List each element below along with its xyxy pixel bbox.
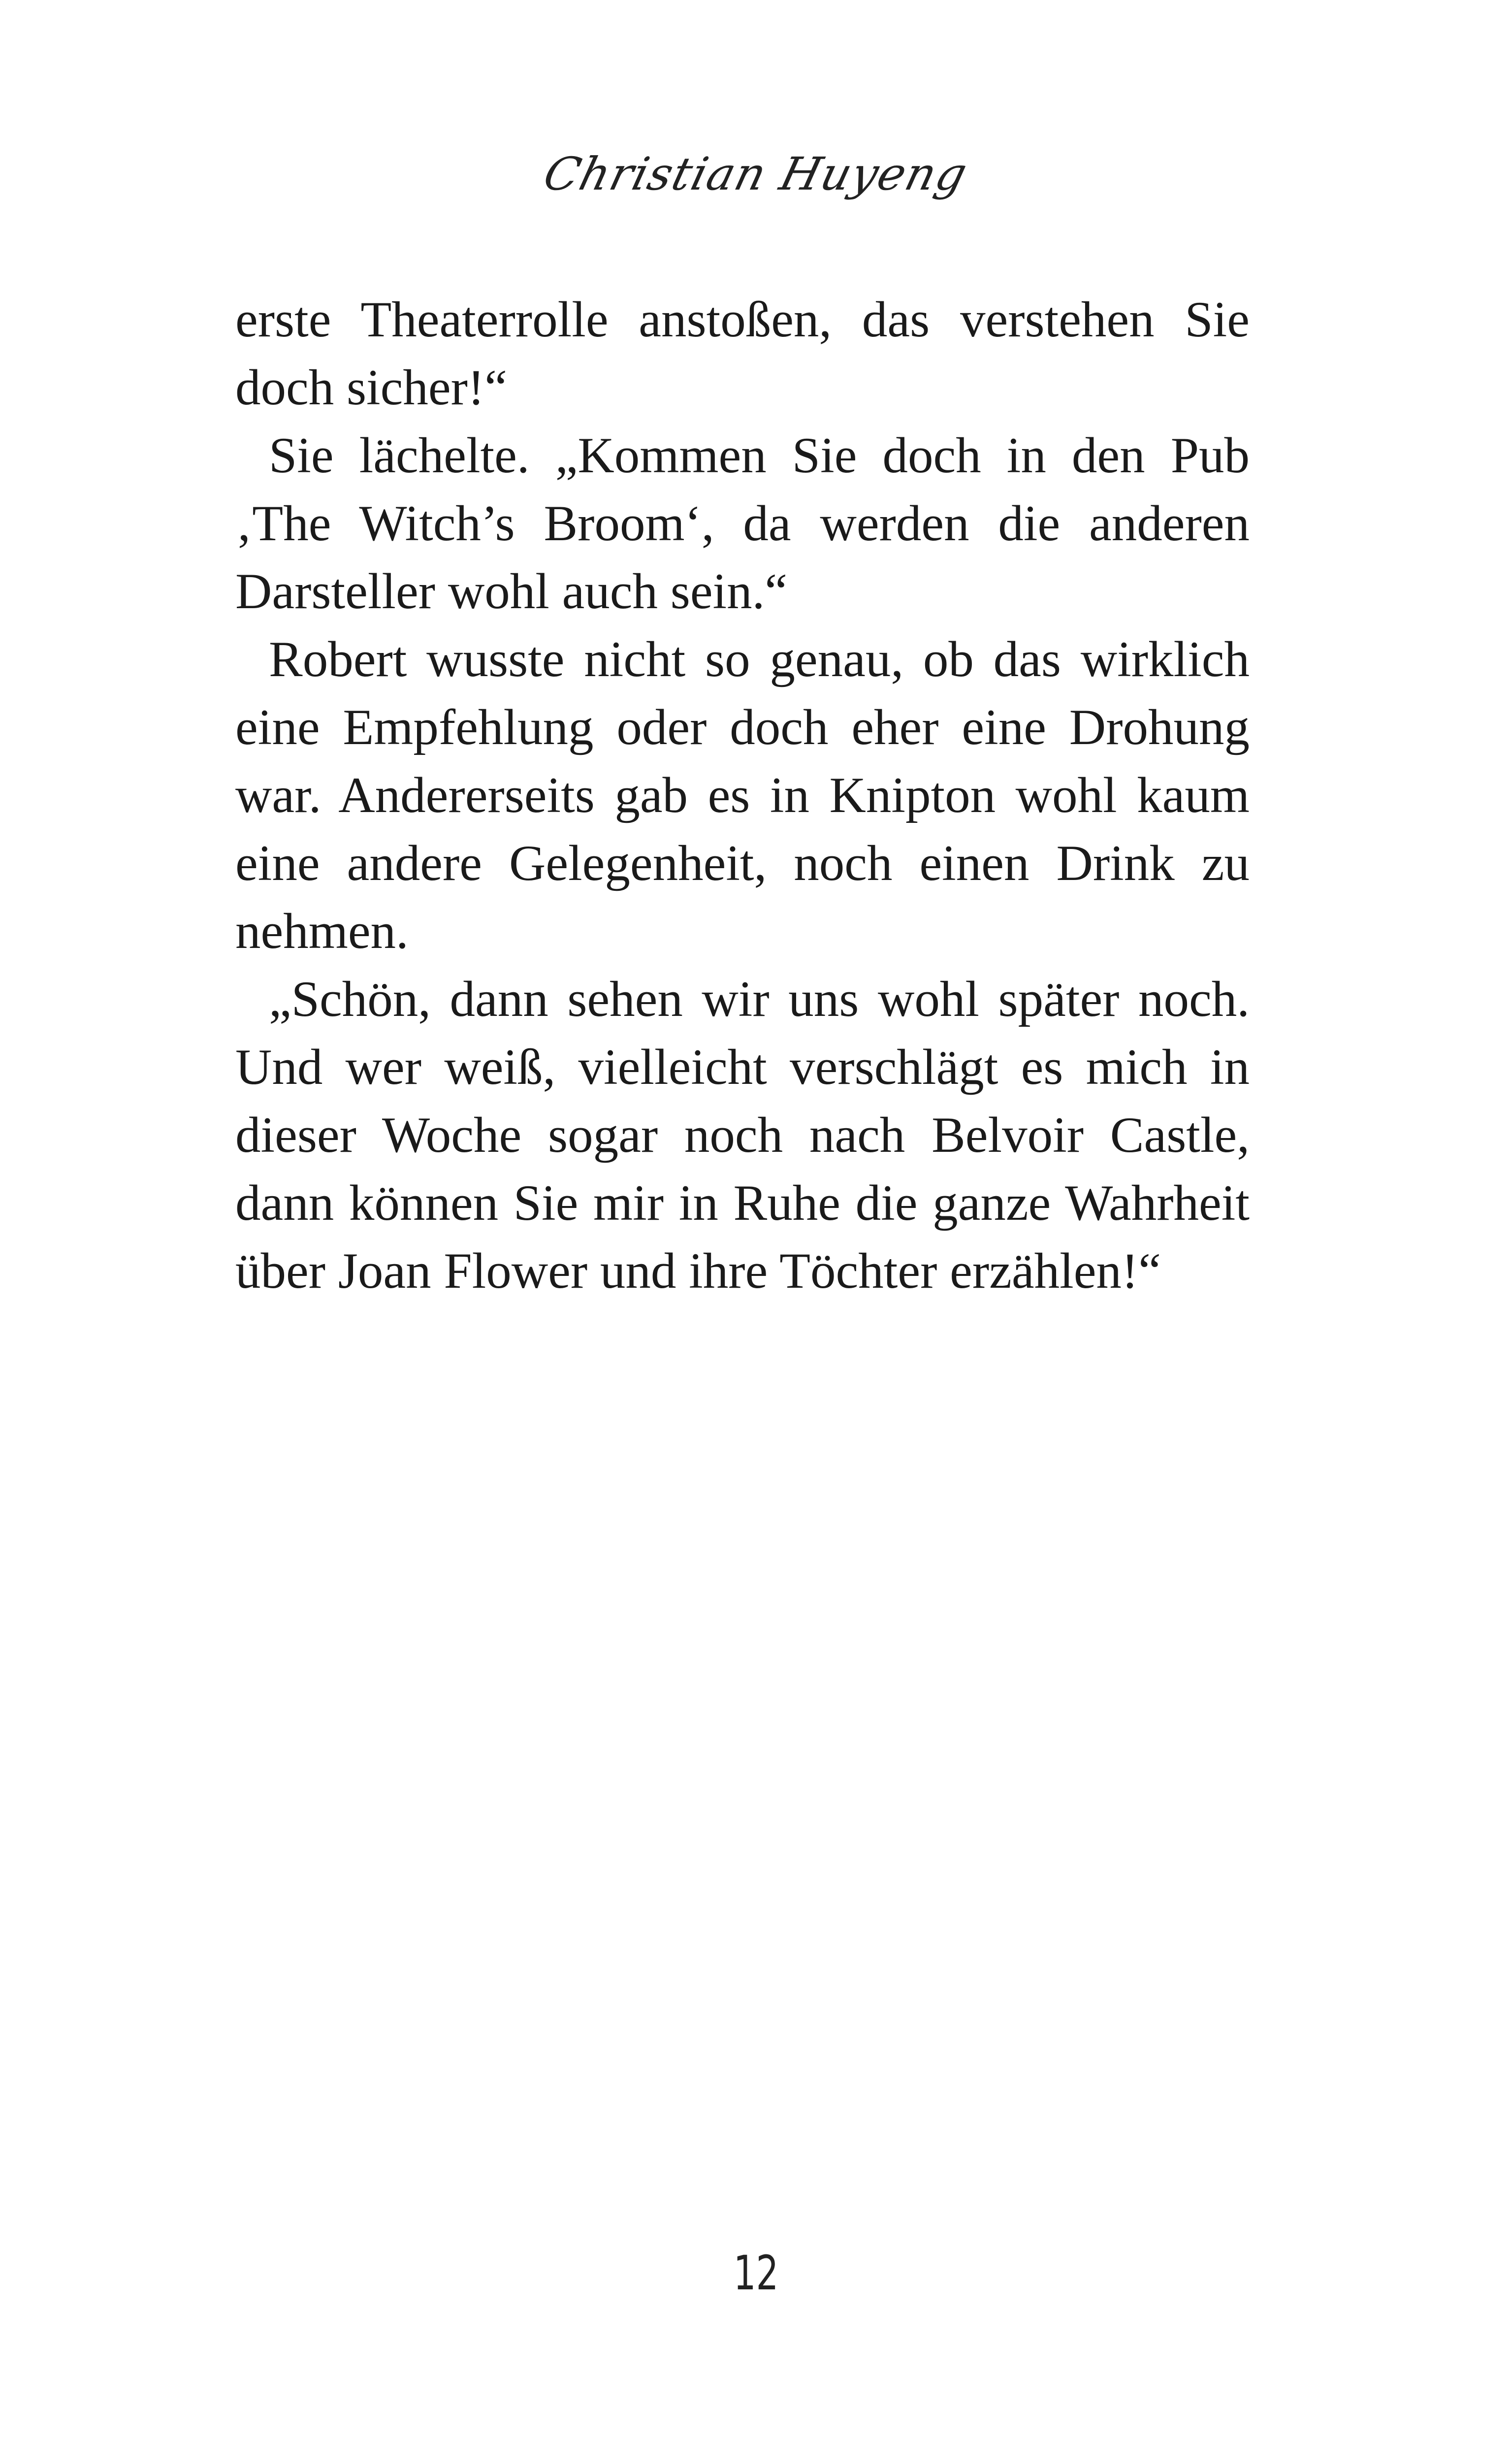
paragraph-continuation: erste Theaterrolle anstoßen, das verstehen Sie doch sicher!“ (235, 292, 1250, 416)
body-text (235, 286, 1250, 1305)
paragraph-dialogue: „Schön, dann sehen wir uns wohl später noch. Und wer weiß, vielleicht verschlägt es mich in dieser Woche sogar noch nach Belvoir Castle, dann können Sie mir in Ruhe die ganze Wahrheit über Joan Flower und ihre Töchter erzählen!“ (235, 971, 1250, 1299)
running-header (0, 148, 1512, 200)
page-number: 12 (733, 2246, 779, 2301)
paragraph-narration: Robert wusste nicht so genau, ob das wirklich eine Empfehlung oder doch eher eine Drohung war. Andererseits gab es in Knipton wohl kaum eine andere Gelegenheit, noch einen Drink zu nehmen. (235, 631, 1250, 959)
author-signature: Christian Huyeng (539, 148, 973, 200)
paragraph-dialogue: Sie lächelte. „Kommen Sie doch in den Pub ‚The Witch’s Broom‘, da werden die anderen Darsteller wohl auch sein.“ (235, 427, 1250, 619)
